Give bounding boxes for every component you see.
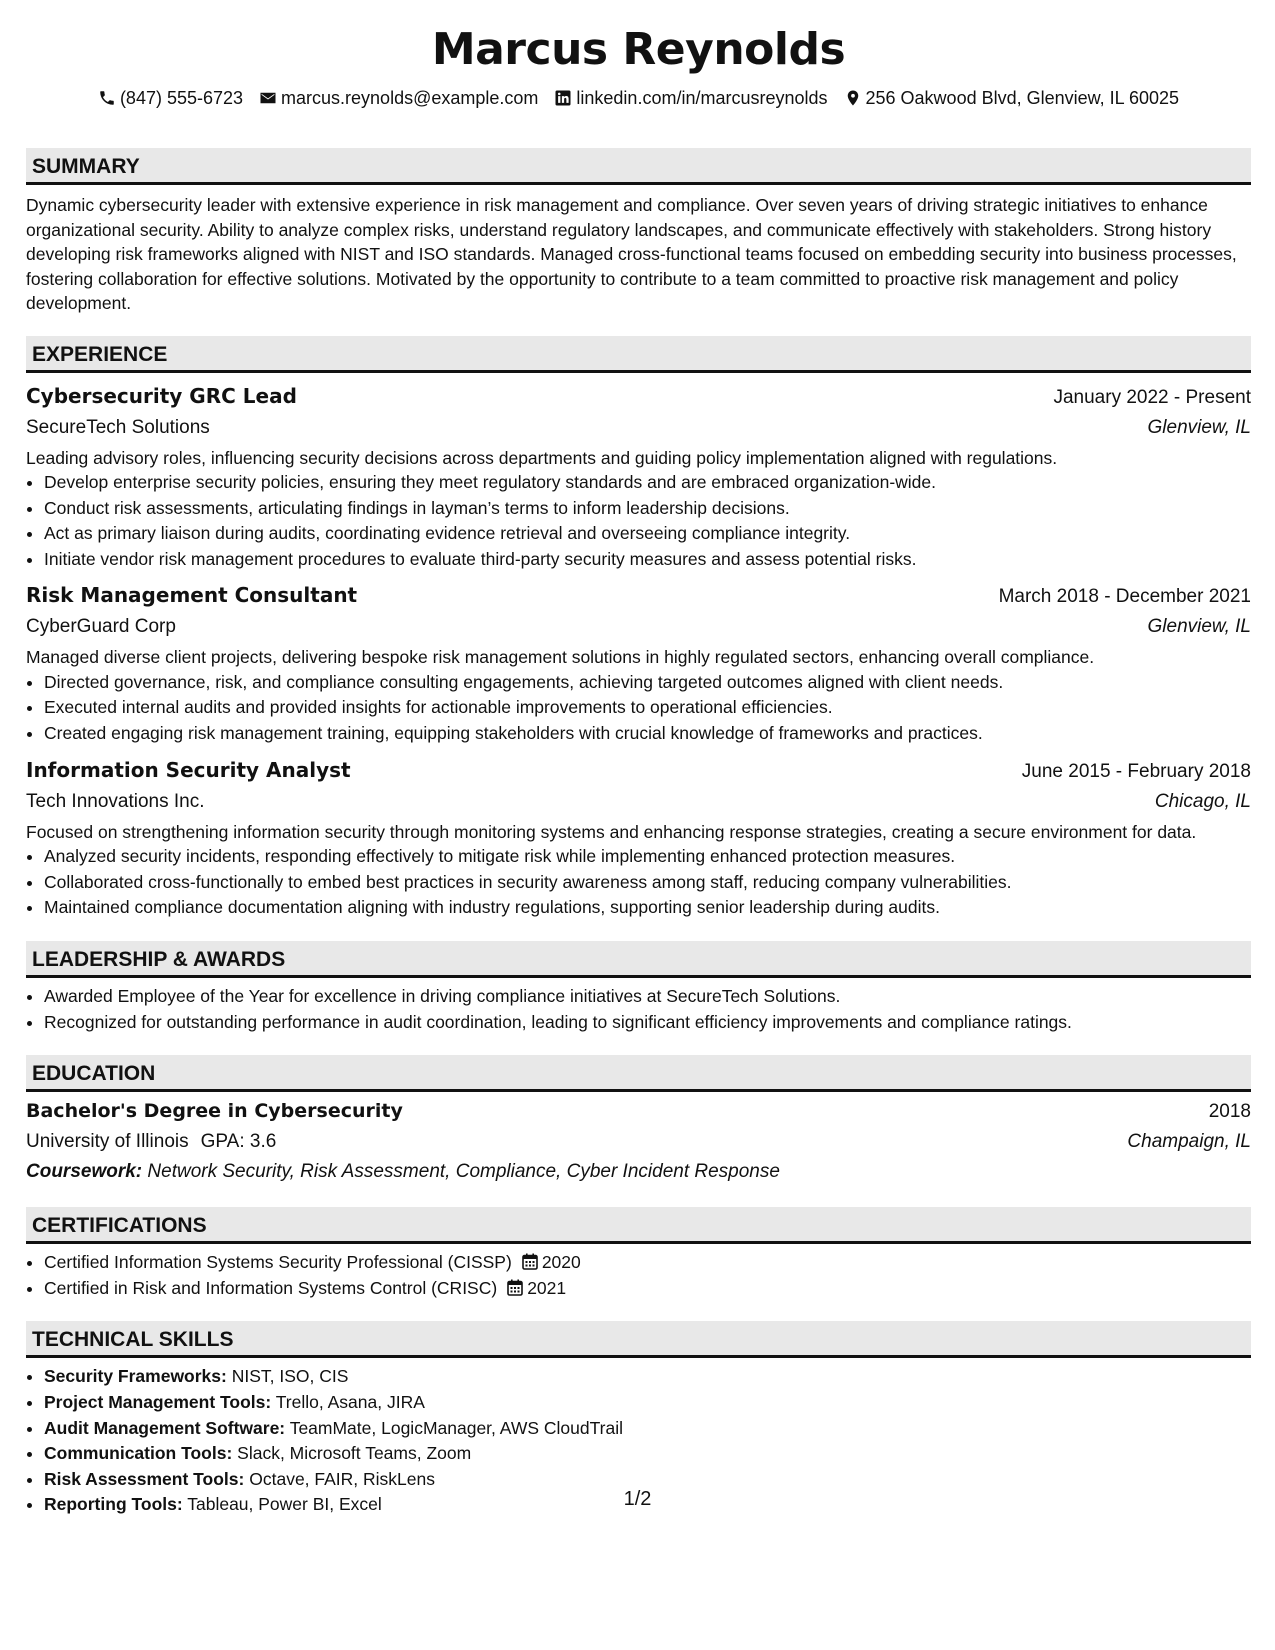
job-description: Managed diverse client projects, delivering bespoke risk management solutions in highly regulated sectors, enhancing overall compliance. [26, 647, 1095, 668]
skill-value: NIST, ISO, CIS [231, 1366, 349, 1387]
experience-heading: EXPERIENCE [26, 336, 1251, 373]
skill-value: Octave, FAIR, RiskLens [249, 1468, 435, 1489]
leadership-heading: LEADERSHIP & AWARDS [26, 941, 1251, 978]
job-entry [26, 580, 1251, 746]
coursework-line [26, 1157, 1251, 1187]
education-heading: EDUCATION [26, 1055, 1251, 1092]
company-name: Tech Innovations Inc. [26, 790, 205, 812]
list-item: • Created engaging risk management training, equipping stakeholders with crucial knowledge of frameworks and practices. [44, 721, 1251, 747]
contact-linkedin[interactable] [554, 86, 827, 110]
address-text: 256 Oakwood Blvd, Glenview, IL 60025 [865, 88, 1180, 108]
list-item: • Directed governance, risk, and compliance consulting engagements, achieving targeted outcomes aligned with client needs. [44, 670, 1251, 696]
list-item: • Collaborated cross-functionally to embed best practices in security awareness among staff, reducing company vulnerabilities. [44, 870, 1251, 896]
school-name: University of Illinois [26, 1131, 189, 1153]
envelope-icon [259, 89, 277, 107]
skill-label: Risk Assessment Tools: [44, 1468, 245, 1489]
company-name: CyberGuard Corp [26, 616, 176, 638]
job-location: Glenview, IL [1147, 416, 1251, 438]
contact-email[interactable] [259, 86, 538, 110]
job-entry [26, 755, 1251, 921]
certification-name: Certified Information Systems Security Professional (CISSP) [44, 1252, 512, 1273]
job-title: Risk Management Consultant [26, 583, 358, 608]
job-bullets [26, 670, 1251, 747]
job-bullets [26, 844, 1251, 921]
skill-label: Communication Tools: [44, 1443, 233, 1464]
skill-value: Slack, Microsoft Teams, Zoom [237, 1443, 472, 1464]
list-item [44, 1416, 1251, 1442]
contact-bar [26, 86, 1251, 110]
coursework-label: Coursework: [26, 1161, 143, 1183]
skill-value: Trello, Asana, JIRA [275, 1391, 425, 1412]
list-item: • Conduct risk assessments, articulating findings in layman’s terms to inform leadership decisions. [44, 496, 1251, 522]
phone-icon [98, 89, 116, 107]
phone-text: (847) 555-6723 [119, 88, 244, 108]
job-entry [26, 381, 1251, 573]
linkedin-text: linkedin.com/in/marcusreynolds [576, 88, 828, 108]
company-name: SecureTech Solutions [26, 416, 210, 438]
education-entry [26, 1096, 1251, 1187]
list-item [44, 1250, 1251, 1276]
skill-label: Audit Management Software: [44, 1417, 286, 1438]
skills-heading: TECHNICAL SKILLS [26, 1321, 1251, 1358]
job-dates: March 2018 - December 2021 [998, 586, 1251, 608]
job-title: Cybersecurity GRC Lead [26, 383, 297, 408]
job-location: Chicago, IL [1154, 790, 1251, 812]
leadership-list [26, 984, 1251, 1035]
list-item: • Act as primary liaison during audits, coordinating evidence retrieval and overseeing compliance integrity. [44, 521, 1251, 547]
page-number: 1/2 [623, 1488, 652, 1510]
school-location: Champaign, IL [1127, 1131, 1251, 1153]
contact-address [844, 86, 1180, 110]
list-item: • Awarded Employee of the Year for excellence in driving compliance initiatives at SecureTech Solutions. [44, 984, 1251, 1010]
skill-label: Reporting Tools: [44, 1494, 183, 1515]
list-item [44, 1441, 1251, 1467]
coursework-text: Network Security, Risk Assessment, Compliance, Cyber Incident Response [147, 1161, 780, 1183]
skill-label: Security Frameworks: [44, 1366, 227, 1387]
candidate-name: Marcus Reynolds [431, 24, 846, 75]
certification-name: Certified in Risk and Information Systems Control (CRISC) [44, 1277, 498, 1298]
graduation-year: 2018 [1208, 1101, 1251, 1123]
job-location: Glenview, IL [1147, 616, 1251, 638]
resume-page [26, 0, 1251, 1518]
list-item: • Maintained compliance documentation aligning with industry regulations, supporting senior leadership during audits. [44, 895, 1251, 921]
calendar-icon [522, 1253, 538, 1270]
job-title: Information Security Analyst [26, 757, 351, 782]
skill-value: Tableau, Power BI, Excel [187, 1494, 382, 1515]
map-pin-icon [844, 89, 862, 107]
job-description: Focused on strengthening information security through monitoring systems and enhancing response strategies, creating a secure environment for data. [26, 821, 1197, 842]
contact-phone [98, 86, 243, 110]
list-item: • Recognized for outstanding performance in audit coordination, leading to significant efficiency improvements and compliance ratings. [44, 1010, 1251, 1036]
certification-year: 2021 [527, 1277, 567, 1298]
list-item: • Analyzed security incidents, responding effectively to mitigate risk while implementing enhanced protection measures. [44, 844, 1251, 870]
list-item [44, 1390, 1251, 1416]
linkedin-icon [554, 89, 572, 107]
certification-year: 2020 [541, 1252, 581, 1273]
job-dates: June 2015 - February 2018 [1021, 760, 1251, 782]
school-line [26, 1127, 276, 1157]
calendar-icon [507, 1279, 523, 1296]
list-item [44, 1364, 1251, 1390]
job-bullets [26, 470, 1251, 572]
certifications-heading: CERTIFICATIONS [26, 1207, 1251, 1244]
job-description: Leading advisory roles, influencing security decisions across departments and guiding policy implementation aligned with regulations. [26, 447, 1058, 468]
summary-text: Dynamic cybersecurity leader with extensive experience in risk management and compliance. Over seven years of driving strategic initiatives to enhance organizational security. Ability to analyze complex risks, understand regulatory landscapes, and communicate effectively with stakeholders. Strong history developing risk frameworks aligned with NIST and ISO standards. Managed cross-functional teams focused on embedding security into business processes, fostering collaboration for effective solutions. Motivated by the opportunity to contribute to a team committed to proactive risk management and policy development. [26, 195, 1237, 313]
skill-value: TeamMate, LogicManager, AWS CloudTrail [289, 1417, 623, 1438]
list-item: • Initiate vendor risk management procedures to evaluate third-party security measures and assess potential risks. [44, 547, 1251, 573]
list-item: • Develop enterprise security policies, ensuring they meet regulatory standards and are embraced organization-wide. [44, 470, 1251, 496]
email-text: marcus.reynolds@example.com [281, 88, 539, 108]
list-item [44, 1276, 1251, 1302]
summary-heading: SUMMARY [26, 148, 1251, 185]
gpa: GPA: 3.6 [200, 1131, 277, 1153]
list-item: • Executed internal audits and provided insights for actionable improvements to operational efficiencies. [44, 695, 1251, 721]
skill-label: Project Management Tools: [44, 1391, 272, 1412]
degree-title: Bachelor's Degree in Cybersecurity [26, 1100, 403, 1123]
job-dates: January 2022 - Present [1053, 386, 1251, 408]
certifications-list [26, 1250, 1251, 1301]
